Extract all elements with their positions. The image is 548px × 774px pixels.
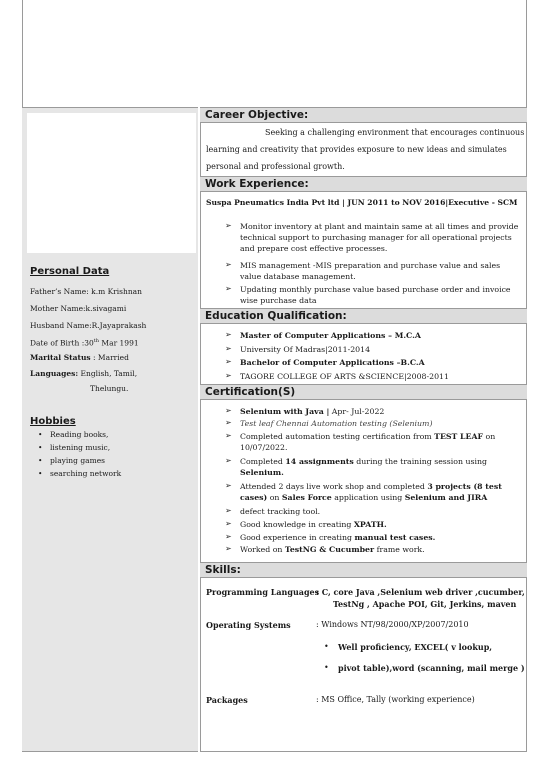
languages-cont: Thelungu. (90, 384, 129, 393)
date-of-birth: Date of Birth :30th Mar 1991 (30, 338, 139, 348)
arrow-icon: ➢ (225, 406, 232, 415)
career-line: learning and creativity that provides exposure to new ideas and simulates (206, 145, 507, 154)
career-line: personal and professional growth. (206, 162, 345, 171)
father-name: Father’s Name: k.m Krishnan (30, 287, 142, 296)
education-heading: Education Qualification: (200, 308, 527, 324)
arrow-icon: ➢ (225, 330, 232, 339)
education-item: Bachelor of Computer Applications –B.C.A (240, 358, 425, 367)
cert-item: Selenium with Java | Apr- Jul-2022 (240, 407, 385, 416)
certification-heading: Certification(S) (200, 384, 527, 400)
cert-item: Worked on TestNG & Cucumber frame work. (240, 545, 425, 554)
company-line: Suspa Pneumatics India Pvt ltd | JUN 2011 to NOV 2016|Executive - SCM (206, 198, 518, 207)
work-item: Monitor inventory at plant and maintain same at all times and provide technical support to purchasing manager for all operational projects and prepare cost effective processes. (240, 222, 519, 253)
hobbies-title: Hobbies (30, 416, 76, 427)
arrow-icon: ➢ (225, 284, 232, 293)
cert-item: Good experience in creating manual test cases. (240, 533, 436, 542)
personal-data-title: Personal Data (30, 266, 110, 277)
marital-status: Marital Status : Married (30, 353, 129, 362)
work-item: Updating monthly purchase value based purchase order and invoice wise purchase data (240, 285, 511, 305)
bullet-icon: • (324, 663, 329, 672)
education-item: University Of Madras|2011-2014 (240, 345, 371, 354)
languages: Languages: English, Tamil, (30, 369, 138, 378)
education-item: TAGORE COLLEGE OF ARTS &SCIENCE|2008-2011 (240, 372, 449, 381)
arrow-icon: ➢ (225, 481, 232, 490)
photo-placeholder (27, 113, 196, 253)
arrow-icon: ➢ (225, 431, 232, 440)
cert-item: Completed 14 assignments during the training session using Selenium. (240, 457, 488, 477)
cert-item: Completed automation testing certification from TEST LEAF on 10/07/2022. (240, 432, 496, 452)
career-line: Seeking a challenging environment that encourages continuous (265, 128, 525, 137)
arrow-icon: ➢ (225, 357, 232, 366)
packages-label: Packages (206, 695, 248, 705)
arrow-icon: ➢ (225, 221, 232, 230)
work-item: MIS management -MIS preparation and purchase value and sales value database management. (240, 261, 501, 281)
arrow-icon: ➢ (225, 418, 232, 427)
os-bullet: Well proficiency, EXCEL( v lookup, (338, 642, 493, 652)
packages-value: : MS Office, Tally (working experience) (316, 695, 475, 704)
hobby-item: • searching network (50, 469, 121, 478)
arrow-icon: ➢ (225, 344, 232, 353)
cert-item: defect tracking tool. (240, 507, 321, 516)
bullet-icon: • (324, 642, 329, 651)
husband-name: Husband Name:R.Jayaprakash (30, 321, 147, 330)
education-item: Master of Computer Applications – M.C.A (240, 331, 421, 340)
cert-item: Test leaf Chennai Automation testing (Selenium) (240, 419, 433, 428)
hobby-item: • Reading books, (50, 430, 108, 439)
arrow-icon: ➢ (225, 519, 232, 528)
os-bullet: pivot table),word (scanning, mail merge ) (338, 663, 525, 673)
hobby-item: • playing games (50, 456, 105, 465)
cert-item: Good knowledge in creating XPATH. (240, 520, 387, 529)
career-objective-heading: Career Objective: (200, 107, 527, 123)
hobby-item: • listening music, (50, 443, 110, 452)
arrow-icon: ➢ (225, 506, 232, 515)
cert-item: Attended 2 days live work shop and completed 3 projects (8 test cases) on Sales Force application using Selenium and JIRA (240, 482, 502, 502)
arrow-icon: ➢ (225, 260, 232, 269)
skills-heading: Skills: (200, 562, 527, 578)
programming-label: Programming Languages (206, 587, 320, 597)
os-value: : Windows NT/98/2000/XP/2007/2010 (316, 620, 469, 629)
mother-name: Mother Name:k.sivagami (30, 304, 127, 313)
programming-value-cont: TestNg , Apache POI, Git, Jerkins, maven (333, 599, 517, 609)
arrow-icon: ➢ (225, 371, 232, 380)
programming-value: : C, core Java ,Selenium web driver ,cucumber, (316, 587, 525, 597)
arrow-icon: ➢ (225, 544, 232, 553)
arrow-icon: ➢ (225, 456, 232, 465)
os-label: Operating Systems (206, 620, 291, 630)
arrow-icon: ➢ (225, 532, 232, 541)
work-experience-heading: Work Experience: (200, 176, 527, 192)
